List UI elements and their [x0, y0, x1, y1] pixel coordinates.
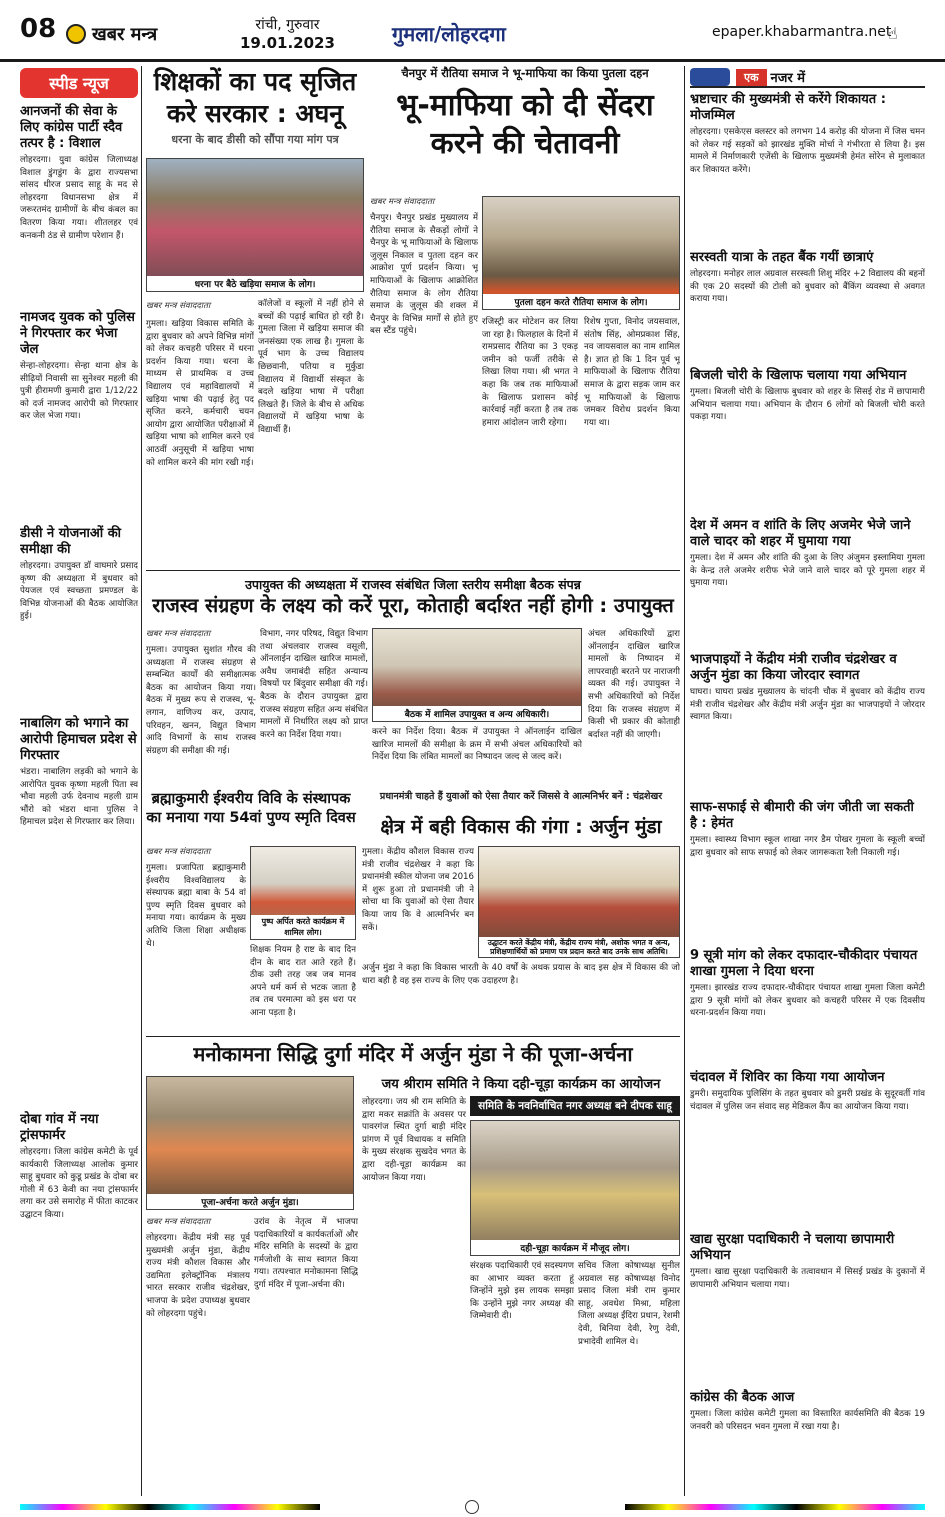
- registration-mark-icon: [465, 1500, 479, 1514]
- sidebar-item: [20, 526, 138, 710]
- ek-nazar-item-body: डुमरी। समुदायिक पुलिसिंग के तहत बुधवार को डुमरी प्रखंड के सुदूरवर्ती गांव चंदावल में पुलिस जन संवाद सह मेडिकल कैंप का आयोजन किया गया।: [690, 1089, 925, 1112]
- ek-nazar-item: [690, 92, 925, 246]
- ek-nazar-item-body: गुमला। खाद्य सुरक्षा पदाधिकारी के तत्वावधान में सिसई प्रखंड के दुकानों में छापामारी अभियान चलाया गया।: [690, 1267, 925, 1290]
- ek-nazar-item: [690, 1232, 925, 1386]
- dahi-story-photo: [470, 1120, 680, 1256]
- dahi-story-title: जय श्रीराम समिति ने किया दही-चूड़ा कार्यक्रम का आयोजन: [381, 1077, 661, 1092]
- ek-nazar-item-title: बिजली चोरी के खिलाफ चलाया गया अभियान: [690, 368, 907, 383]
- banner-story-photo: [372, 628, 582, 722]
- ek-nazar-item-title: भ्रष्टाचार की मुख्यमंत्री से करेंगे शिकायत : मोजम्मिल: [690, 92, 886, 123]
- ek-nazar-header: [690, 68, 925, 88]
- ek-nazar-item-body: गुमला। स्वास्थ्य विभाग स्कूल शाखा नगर डैम पोखर गुमला के स्कूली बच्चों द्वारा बुधवार को साफ सफाई को लेकर जागरूकता रैली निकाली गई।: [690, 835, 925, 858]
- cursor-icon: ☝: [888, 24, 898, 43]
- brahma-story-body-col-1: गुमला। प्रजापिता ब्रह्माकुमारी ईश्वरीय विश्वविद्यालय के संस्थापक ब्रह्मा बाबा के 54 वां पुण्य स्मृति दिवस बुधवार को मनाया गया। कार्यक्रम के मुख्य अतिथि जिला शिक्षा अधीक्षक थे।: [146, 863, 246, 949]
- brand-logo-icon: [66, 24, 86, 44]
- brand-name: खबर मन्त्र: [92, 24, 158, 45]
- lead-story-title: शिक्षकों का पद सृजित करे सरकार : अघनू: [153, 67, 357, 128]
- sidebar-item-title: दोबा गांव में नया ट्रांसफार्मर: [20, 1112, 99, 1143]
- top-story-photo: [482, 196, 680, 310]
- brahma-story-photo: [250, 846, 356, 940]
- samiti-story-body: सचिव जिला कोषाध्यक्ष सुनील अग्रवाल सह कोषाध्यक्ष विनोद प्रसाद जिला मंत्री राम कुमार साहू, अवधेश मिश्रा, महिला जिला अध्यक्ष ईंदिरा प्रधान, रेशमी देवी, बिनिया देवी, रेणु देवी, प्रभादेवी शामिल थे।: [578, 1261, 680, 1347]
- ek-nazar-item: [690, 368, 925, 514]
- top-story-body-col-3: रिशेष गुप्ता, विनोद जयसवाल, संतोष सिंह, ओमप्रकाश सिंह, नव जायसवाल का नाम शामिल है। ज्ञात हो कि 1 दिन पूर्व भू माफियाओं के खिलाफ रौतिया समाज के द्वारा सड़क जाम कर भू माफियाओं के खिलाफ जमकर विरोध प्रदर्शन किया गया था।: [584, 317, 680, 428]
- banner-story-body-col-4: अंचल अधिकारियों द्वारा ऑनलाईन दाखिल खारिज मामलों के निष्पादन में लापरवाही बरतने पर नाराजगी व्यक्त की गई। उपायुक्त ने सभी अधिकारियों को निर्देश दिया कि राजस्व संग्रहण में किसी भी प्रकार की कोताही बर्दाश्त नहीं की जाएगी।: [588, 629, 680, 740]
- ek-nazar-item: [690, 652, 925, 796]
- sidebar-item-body: लोहरदगा। उपायुक्त डॉ वाघमारे प्रसाद कृष्ण की अध्यक्षता में बुधवार को पेयजल एवं स्वच्छता प्रमण्डल के विभिन्न योजनाओं की बैठक आयोजित हुई।: [20, 561, 138, 622]
- sidebar-item-body: भंडरा। नाबालिग लड़की को भगाने के आरोपित युवक कृष्णा महली पिता स्व भौवा महली उर्फ देवनाथ महली ग्राम भौंरो को भंडरा थाना पुलिस ने हिमाचल प्रदेश से गिरफ्तार कर लिया।: [20, 767, 138, 828]
- photo-caption: दही-चूड़ा कार्यक्रम में मौजूद लोग।: [471, 1240, 679, 1255]
- photo-caption: धरना पर बैठे खड़िया समाज के लोग।: [147, 276, 363, 291]
- sidebar-item-title: नाबालिग को भगाने का आरोपी हिमाचल प्रदेश से गिरफ्तार: [20, 716, 137, 763]
- masthead: [0, 0, 945, 62]
- photo-caption: उद्घाटन करते केंद्रीय मंत्री, केंद्रीय राज्य मंत्री, अशोक भगत व अन्य, प्रशिक्षणार्थियों को प्रमाण पत्र प्रदान करते बाद उनके साथ अतिथि।: [479, 937, 679, 957]
- arjun-story-body-col-1: गुमला। केंद्रीय कौशल विकास राज्य मंत्री राजीव चंद्रशेखर ने कहा कि प्रधानमंत्री स्कील योजना जब 2016 में शुरू हुआ तो प्रधानमंत्री जी ने सोचा था कि युवाओं को ऐसा तैयार किया जाय कि वे आत्मनिर्भर बन सकें।: [362, 847, 474, 933]
- divider: [146, 1036, 680, 1037]
- arjun-story-body-col-2: अर्जुन मुंडा ने कहा कि विकास भारती के 40 वर्षों के अथक प्रयास के बाद इस क्षेत्र में विकास की जो धारा बही है वह इस राज्य के लिए एक उदाहरण है।: [362, 963, 680, 986]
- print-footer: [0, 1498, 945, 1517]
- ek-nazar-item: [690, 1070, 925, 1228]
- arjun-story-title: क्षेत्र में बही विकास की गंगा : अर्जुन मुंडा: [380, 816, 662, 838]
- sidebar-item-body: लोहरदगा। युवा कांग्रेस जिलाध्यक्ष विशाल डुंगडुंग के द्वारा राज्यसभा सांसद धीरज प्रसाद साहू के मद से लोहरदगा विधानसभा क्षेत्र में जरूरतमंद ग्रामीणों के बीच कंबल का वितरण किया गया। शीतलहर एवं कनकनी ठंड से ग्रामीण परेशान हैं।: [20, 155, 138, 241]
- ek-nazar-item: [690, 1390, 925, 1488]
- photo-caption: पुतला दहन करते रौतिया समाज के लोग।: [483, 294, 679, 309]
- sidebar-item-title: आनजनों की सेवा के लिए कांग्रेस पार्टी स्दैव तत्पर है : विशाल: [20, 104, 123, 151]
- top-story-title-line-2: करने की चेतावनी: [430, 126, 620, 161]
- ek-nazar-item-body: गुमला। बिजली चोरी के खिलाफ बुधवार को शहर के सिसई रोड में छापामारी अभियान चलाया गया। अभियान के दौरान 6 लोगों को बिजली चोरी करते पकड़ा गया।: [690, 387, 925, 423]
- ek-nazar-item-body: लोहरदगा। एसकेएस क्लस्टर को लगभग 14 करोड़ की योजना में जिस चमन को लेकर गई सड़कों को झारखंड मुक्ति मोर्चा ने गंभीरता से लिया है। इस मामले में निर्माणकारी एजेंसी के खिलाफ मुख्यमंत्री हेमंत सोरेन से मुलाकात कर शिकायत करेंगे।: [690, 127, 925, 175]
- lead-story-body-col-1: गुमला। खड़िया विकास समिति के द्वारा बुधवार को अपने विभिन्न मांगों को लेकर कचहरी परिसर में धरना प्रदर्शन किया गया। धरना के माध्यम से प्राथमिक व उच्च विद्यालय एवं महाविद्यालयों में खड़िया भाषा की पढ़ाई हेतु पद सृजित करने, कर्मचारी चयन आयोग द्वारा आयोजित परीक्षाओं में खड़िया भाषा को शामिल करने एवं आठवीं अनुसूची में खड़िया भाषा को शामिल करने की मांग रखी गई।: [146, 319, 254, 468]
- dateline-date: 19.01.2023: [240, 34, 335, 52]
- samiti-story-title: समिति के नवनिर्वाचित नगर अध्यक्ष बने दीपक साहू: [478, 1100, 672, 1112]
- top-story: [370, 66, 680, 216]
- arjun-story-photo: [478, 846, 680, 958]
- dateline: [240, 16, 335, 52]
- sidebar-item-body: सेन्हा-लोहरदगा। सेन्हा थाना क्षेत्र के सीढ़ियों निवासी सा सुनेश्वर महली की पुत्री हीरामणी कुमारी द्वारा 1/12/22 को दर्ज नामजद आरोपी को गिरफ्तार कर जेल भेजा गया।: [20, 361, 138, 422]
- ek-nazar-item-title: सरस्वती यात्रा के तहत बैंक गयीं छात्राएं: [690, 250, 874, 265]
- samiti-story-title-box: [470, 1096, 680, 1116]
- lead-story-subtitle: धरना के बाद डीसी को सौंपा गया मांग पत्र: [171, 133, 339, 146]
- ek-nazar-label: नजर में: [770, 71, 806, 86]
- top-story-body-col-1: चैनपुर। चैनपुर प्रखंड मुख्यालय में रौतिया समाज के सैकड़ों लोगों ने चैनपुर के भू माफियाओं के खिलाफ जुलूस निकाल व पुतला दहन कर आक्रोश पूर्ण प्रदर्शन किया। भू माफियाओं के खिलाफ आक्रोशित रौतिया समाज के लोग रौतिया समाज के जुलूस की शक्ल में चैनपुर के विभिन्न मार्गों से होते हुए बस स्टैंड पहुंचे।: [370, 213, 478, 337]
- brahma-story-body-col-2: शिक्षक नियम है राष्ट के बाद दिन दीन के बाद रात आते रहते हैं। ठीक उसी तरह जब जब मानव अपने धर्म कर्म से भटक जाता है तब तब परमात्मा को इस धरा पर आना पड़ता है।: [250, 945, 356, 1018]
- top-story-kicker: चैनपुर में रौतिया समाज ने भू-माफिया का किया पुतला दहन: [401, 66, 649, 80]
- divider: [146, 570, 680, 571]
- ek-nazar-item-body: लोहरदगा। मनोहर लाल अग्रवाल सरस्वती शिशु मंदिर +2 विद्यालय की बहनों की एक 20 सदस्यों की टोली को बुधवार को बैंकिंग व्यवस्था से अवगत कराया गया।: [690, 269, 925, 305]
- ek-nazar-item-title: चंदावल में शिविर का किया गया आयोजन: [690, 1070, 885, 1085]
- sidebar-item: [20, 1112, 138, 1446]
- lead-story-body-col-2: कॉलेजों व स्कूलों में नहीं होने से बच्चों की पढ़ाई बाधित हो रही है। गुमला जिला में खड़िया समाज की जनसंख्या एक लाख है। गुमला के पूर्व भाग के उच्च विद्यालय छिछवानी, पतिया व मुर्कुंडा विद्यालय में विद्यार्थी संस्कृत के बदले खड़िया भाषा में परीक्षा लिखते हैं। जिले के बीच से अधिक विद्यालयों में खड़िया भाषा के विद्यार्थी हैं।: [258, 299, 364, 435]
- ek-nazar-item-title: कांग्रेस की बैठक आज: [690, 1390, 795, 1405]
- durga-story-byline: खबर मन्त्र संवाददाता: [146, 1217, 211, 1227]
- ek-nazar-column: [690, 68, 925, 1494]
- section-title: गुमला/लोहरदगा: [392, 22, 506, 46]
- durga-story-photo: [146, 1076, 354, 1210]
- lead-story-photo: [146, 158, 364, 292]
- banner-story-title: राजस्व संग्रहण के लक्ष्य को करें पूरा, कोताही बर्दाश्त नहीं होगी : उपायुक्त: [152, 594, 674, 617]
- sidebar-item: [20, 716, 138, 1106]
- banner-story-body-col-2: विभाग, नगर परिषद, विद्युत विभाग तथा अंचलवार राजस्व वसूली, ऑनलाईन दाखिल खारिज मामलों, अवैध जमाबंदी सहित अन्यान्य विषयों पर बिंदुवार समीक्षा की गई। बैठक के दौरान उपायुक्त द्वारा राजस्व संग्रहण सहित अन्य संबंधित मामलों में निर्धारित लक्ष्य को प्राप्त करने का निर्देश दिया गया।: [260, 629, 368, 740]
- ek-nazar-item-title: खाद्य सुरक्षा पदाधिकारी ने चलाया छापामारी अभियान: [690, 1232, 895, 1263]
- sidebar-item: [20, 310, 138, 520]
- top-story-title-line-1: भू-माफिया को दी सेंदरा: [396, 88, 654, 123]
- sidebar-item-body: लोहरदगा। जिला कांग्रेस कमेटी के पूर्व कार्यकारी जिलाध्यक्ष आलोक कुमार साहू बुधवार को कुडू प्रखंड के दोबा बर गोली में 63 केवी का नया ट्रांसफार्मर लगा कर उसे समारोह में फीता काटकर उद्घाटन किया।: [20, 1147, 138, 1220]
- ek-nazar-item-body: घाघरा। घाघरा प्रखंड मुख्यालय के चांदनी चौक में बुधवार को केंद्रीय राज्य मंत्री राजीव चंद्रशेखर और केंद्रीय मंत्री अर्जुन मुंडा का भाजपाइयों ने जोरदार स्वागत किया।: [690, 687, 925, 723]
- top-story-byline: खबर मन्त्र संवाददाता: [370, 197, 435, 207]
- top-story-body-col-2: रजिस्ट्री कर मोटेशन कर लिया जा रहा है। फिलहाल के दिनों में रामप्रसाद रौतिया का 3 एकड़ जमीन को फर्जी तरीके से लिखा लिया गया। श्री भगत ने कहा कि जब तक माफियाओं के खिलाफ प्रशासन कोई कार्रवाई नहीं करता है तब तक हमारा आंदोलन जारी रहेगा।: [482, 317, 578, 428]
- ek-nazar-item-body: गुमला। देश में अमन और शांति की दुआ के लिए अंजुमन इस्लामिया गुमला के केन्द्र तले अजमेर शरीफ भेजे जाने वाले चादर को पूरे गुमला शहर में घुमाया गया।: [690, 553, 925, 589]
- ek-nazar-item: [690, 518, 925, 648]
- page-number: 08: [20, 14, 57, 44]
- durga-story-title: मनोकामना सिद्धि दुर्गा मंदिर में अर्जुन मुंडा ने की पूजा-अर्चना: [193, 1042, 633, 1066]
- ek-nazar-icon: [690, 68, 730, 86]
- banner-story-body-col-3: करने का निर्देश दिया। बैठक में उपायुक्त ने ऑनलाईन दाखिल खारिज मामलों की समीक्षा के क्रम में सभी अंचल अधिकारियों को निर्देश दिया कि लंबित मामलों का निष्पादन जल्द से जल्द करें।: [372, 727, 582, 763]
- color-bar: [20, 1504, 320, 1510]
- ek-nazar-item: [690, 250, 925, 364]
- speed-news-column: [20, 68, 138, 1493]
- banner-story-body-col-1: गुमला। उपायुक्त सुशांत गौरव की अध्यक्षता में राजस्व संग्रहण से सम्बन्धित कार्यों की समीक्षात्मक बैठक का आयोजन किया गया। बैठक में मुख्य रूप से राजस्व, भू-लगान, वाणिज्य कर, उत्पाद, परिवहन, खनन, विद्युत विभाग आदि विभागों के साथ राजस्व संग्रहण की समीक्षा की गई।: [146, 645, 256, 756]
- ek-nazar-item: [690, 948, 925, 1066]
- speed-news-badge: स्पीड न्यूज: [20, 68, 138, 98]
- epaper-url[interactable]: epaper.khabarmantra.net: [712, 24, 892, 40]
- ek-nazar-item-title: भाजपाइयों ने केंद्रीय मंत्री राजीव चंद्रशेखर व अर्जुन मुंडा का किया जोरदार स्वागत: [690, 652, 897, 683]
- ek-nazar-item-title: साफ-सफाई से बीमारी की जंग जीती जा सकती है : हेमंत: [690, 800, 914, 831]
- brahma-story-byline: खबर मन्त्र संवाददाता: [146, 847, 211, 857]
- column-divider: [141, 66, 142, 1496]
- ek-nazar-item-body: गुमला। जिला कांग्रेस कमेटी गुमला का विस्तारित कार्यसमिति की बैठक 19 जनवरी को परिसदन भवन गुमला में रखा गया है।: [690, 1409, 925, 1432]
- ek-nazar-item-title: देश में अमन व शांति के लिए अजमेर भेजे जाने वाले चादर को शहर में घुमाया गया: [690, 518, 911, 549]
- dateline-city: रांची, गुरुवार: [255, 17, 320, 33]
- durga-story-body-col-2: उरांव के नेतृत्व में भाजपा पदाधिकारियों व कार्यकर्ताओं और मंदिर समिति के सदस्यों के द्वारा गर्मजोशी के साथ स्वागत किया गया। तत्पश्चात मनोकामना सिद्धि दुर्गा मंदिर में पूजा-अर्चना की।: [254, 1217, 358, 1290]
- dahi-story-body-col-2: संरक्षक पदाधिकारी एवं सदस्यगण का आभार व्यक्त करता हूं जिन्होंने मुझे इस लायक समझा कि उन्होंने मुझे नगर अध्यक्ष की जिम्मेवारी दी।: [470, 1261, 574, 1322]
- banner-story-byline: खबर मन्त्र संवाददाता: [146, 629, 211, 639]
- arjun-story-kicker: प्रधानमंत्री चाहते हैं युवाओं को ऐसा तैयार करें जिससे वे आत्मनिर्भर बनें : चंद्रशेखर: [379, 791, 663, 802]
- sidebar-item: [20, 104, 138, 304]
- ek-nazar-item: [690, 800, 925, 944]
- brahma-story-title: ब्रह्माकुमारी ईश्वरीय विवि के संस्थापक का मनाया गया 54वां पुण्य स्मृति दिवस: [146, 791, 356, 826]
- brand: [66, 22, 157, 46]
- color-bar: [625, 1504, 925, 1510]
- sidebar-item-title: नामजद युवक को पुलिस ने गिरफ्तार कर भेजा जेल: [20, 310, 135, 357]
- ek-nazar-item-title: 9 सूत्री मांग को लेकर दफादार-चौकीदार पंचायत शाखा गुमला ने दिया धरना: [690, 948, 918, 979]
- ek-nazar-badge: एक: [736, 69, 767, 86]
- durga-story-body-col-1: लोहरदगा। केंद्रीय मंत्री सह पूर्व मुख्यमंत्री अर्जुन मुंडा, केंद्रीय राज्य मंत्री कौशल विकास और उद्यमिता इलेक्ट्रॉनिक मंत्रालय भारत सरकार राजीव चंद्रशेखर, भाजपा के प्रदेश उपाध्यक्ष बुधवार को लोहरदगा पहुंचे।: [146, 1233, 250, 1319]
- photo-caption: पुष्प अर्पित करते कार्यक्रम में शामिल लोग।: [251, 915, 355, 939]
- column-divider: [684, 66, 685, 1496]
- sidebar-item-title: डीसी ने योजनाओं की समीक्षा की: [20, 526, 122, 557]
- banner-story-kicker: उपायुक्त की अध्यक्षता में राजस्व संबंधित जिला स्तरीय समीक्षा बैठक संपन्न: [245, 577, 581, 592]
- dahi-story-body-col-1: लोहरदगा। जय श्री राम समिति के द्वारा मकर सक्रांति के अवसर पर पावरगंज स्थित दुर्गा बाड़ी मंदिर प्रांगण में पूर्व विधायक व समिति के मुख्य संरक्षक सुखदेव भगत के द्वारा दही-चूड़ा कार्यक्रम का आयोजन किया गया।: [362, 1097, 466, 1183]
- photo-caption: पूजा-अर्चना करते अर्जुन मुंडा।: [147, 1194, 353, 1209]
- ek-nazar-item-body: गुमला। झारखंड राज्य दफादार-चौकीदार पंचायत शाखा गुमला जिला कमेटी द्वारा 9 सूत्री मांगों को लेकर बुधवार को कचहरी परिसर में एक दिवसीय धरना-प्रदर्शन किया गया।: [690, 983, 925, 1019]
- photo-caption: बैठक में शामिल उपायुक्त व अन्य अधिकारी।: [373, 706, 581, 721]
- lead-story-byline: खबर मन्त्र संवाददाता: [146, 301, 211, 311]
